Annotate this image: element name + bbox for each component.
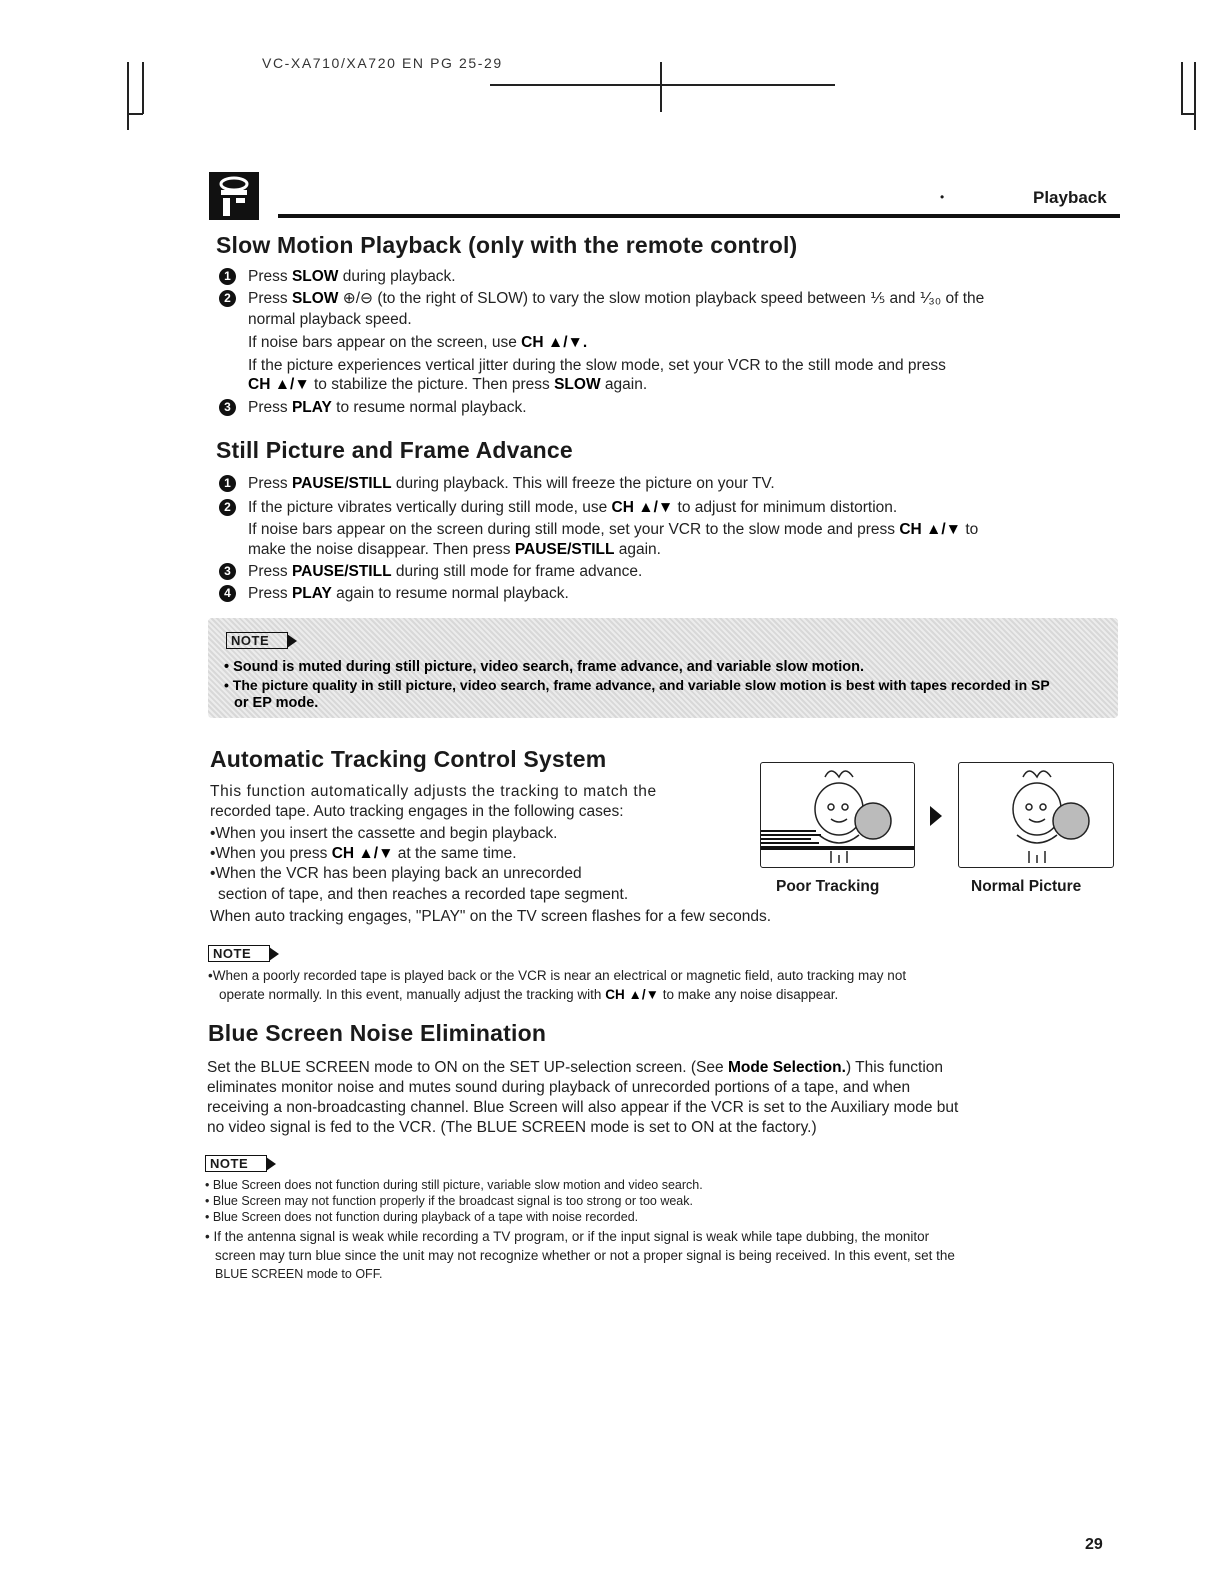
- normal-picture-illustration: [958, 762, 1114, 868]
- tracking-flash-note: When auto tracking engages, "PLAY" on the TV screen flashes for a few seconds.: [210, 908, 771, 925]
- step-number: 2: [219, 290, 236, 307]
- crop-mark: [660, 62, 662, 112]
- slow-step-3: Press PLAY to resume normal playback.: [248, 399, 527, 416]
- note-line: • Blue Screen may not function properly if the broadcast signal is too strong or too weak.: [205, 1194, 693, 1208]
- normal-picture-caption: Normal Picture: [971, 878, 1082, 895]
- step-number: 1: [219, 475, 236, 492]
- blue-screen-heading: Blue Screen Noise Elimination: [208, 1020, 547, 1046]
- step-number: 4: [219, 585, 236, 602]
- tracking-case: •When the VCR has been playing back an unrecorded: [210, 865, 582, 882]
- step-number: 2: [219, 499, 236, 516]
- note-tag: NOTE: [205, 1155, 267, 1172]
- still-step-2-note: If noise bars appear on the screen during still mode, set your VCR to the slow mode and press CH ▲/▼ to: [248, 521, 979, 538]
- slow-jitter-note-2: CH ▲/▼ to stabilize the picture. Then press SLOW again.: [248, 376, 648, 393]
- still-step-3: Press PAUSE/STILL during still mode for frame advance.: [248, 563, 643, 580]
- crop-mark: [127, 113, 143, 115]
- step-number: 1: [219, 268, 236, 285]
- page-number: 29: [1085, 1536, 1103, 1553]
- slow-noise-note: If noise bars appear on the screen, use CH ▲/▼.: [248, 334, 588, 351]
- still-step-2-note-2: make the noise disappear. Then press PAUSE/STILL again.: [248, 541, 661, 558]
- document-id: VC-XA710/XA720 EN PG 25-29: [262, 55, 503, 71]
- blue-screen-text: Set the BLUE SCREEN mode to ON on the SET UP-selection screen. (See Mode Selection.) This function: [207, 1059, 944, 1076]
- poor-tracking-caption: Poor Tracking: [776, 878, 880, 895]
- tracking-case: •When you insert the cassette and begin playback.: [210, 825, 558, 842]
- note-tag: NOTE: [226, 632, 288, 649]
- still-step-1: Press PAUSE/STILL during playback. This will freeze the picture on your TV.: [248, 475, 775, 492]
- note-line: • If the antenna signal is weak while recording a TV program, or if the input signal is weak while tape dubbing, the monitor: [205, 1229, 930, 1244]
- step-number: 3: [219, 399, 236, 416]
- note-line: • Blue Screen does not function during playback of a tape with noise recorded.: [205, 1210, 639, 1224]
- tracking-case-2: section of tape, and then reaches a recorded tape segment.: [218, 886, 629, 903]
- slow-step-2-line2: normal playback speed.: [248, 311, 412, 328]
- still-picture-heading: Still Picture and Frame Advance: [216, 437, 573, 463]
- slow-motion-heading: Slow Motion Playback (only with the remote control): [216, 232, 798, 258]
- crop-mark: [1181, 113, 1196, 115]
- poor-tracking-illustration: [760, 762, 915, 868]
- crop-mark: [1194, 62, 1196, 130]
- tracking-case: •When you press CH ▲/▼ at the same time.: [210, 845, 517, 862]
- slow-step-1: Press SLOW during playback.: [248, 268, 456, 285]
- note-tag: NOTE: [208, 945, 270, 962]
- step-number: 3: [219, 563, 236, 580]
- tracking-intro-2: recorded tape. Auto tracking engages in the following cases:: [210, 803, 624, 820]
- note-box: [208, 618, 1118, 718]
- note-bullet: • The picture quality in still picture, video search, frame advance, and variable slow motion is best with tapes recorded in SP: [224, 677, 1050, 693]
- remote-control-icon: [209, 172, 259, 220]
- still-step-4: Press PLAY again to resume normal playback.: [248, 585, 569, 602]
- crop-mark: [127, 62, 129, 130]
- blue-screen-text: no video signal is fed to the VCR. (The BLUE SCREEN mode is set to ON at the factory.): [207, 1119, 817, 1136]
- note-line: operate normally. In this event, manually adjust the tracking with CH ▲/▼ to make any noise disappear.: [219, 987, 839, 1002]
- note-bullet: • Sound is muted during still picture, video search, frame advance, and variable slow motion.: [224, 659, 865, 675]
- header-dot: •: [940, 190, 945, 204]
- note-line: •When a poorly recorded tape is played back or the VCR is near an electrical or magnetic field, auto tracking may not: [208, 968, 907, 983]
- section-label: Playback: [1033, 188, 1107, 207]
- blue-screen-text: eliminates monitor noise and mutes sound during playback of unrecorded portions of a tape, and when: [207, 1079, 911, 1096]
- slow-step-2: Press SLOW ⊕/⊖ (to the right of SLOW) to vary the slow motion playback speed between ⅕ and ⅟₃₀ of the: [248, 290, 985, 307]
- header-rule: [278, 214, 1120, 218]
- blue-screen-text: receiving a non-broadcasting channel. Blue Screen will also appear if the VCR is set to the Auxiliary mode but: [207, 1099, 959, 1116]
- tracking-intro: This function automatically adjusts the tracking to match the: [210, 783, 657, 800]
- tracking-heading: Automatic Tracking Control System: [210, 746, 607, 772]
- note-line: • Blue Screen does not function during still picture, variable slow motion and video search.: [205, 1178, 703, 1192]
- note-line: BLUE SCREEN mode to OFF.: [215, 1267, 383, 1281]
- note-line: screen may turn blue since the unit may not recognize whether or not a proper signal is being received. In this event, set the: [215, 1248, 955, 1263]
- slow-jitter-note: If the picture experiences vertical jitter during the slow mode, set your VCR to the still mode and press: [248, 357, 946, 374]
- crop-mark: [490, 84, 835, 86]
- crop-mark: [1181, 62, 1183, 114]
- crop-mark: [142, 62, 144, 114]
- arrow-right-icon: [930, 806, 942, 831]
- note-bullet: or EP mode.: [234, 695, 319, 711]
- still-step-2: If the picture vibrates vertically during still mode, use CH ▲/▼ to adjust for minimum distortion.: [248, 499, 898, 516]
